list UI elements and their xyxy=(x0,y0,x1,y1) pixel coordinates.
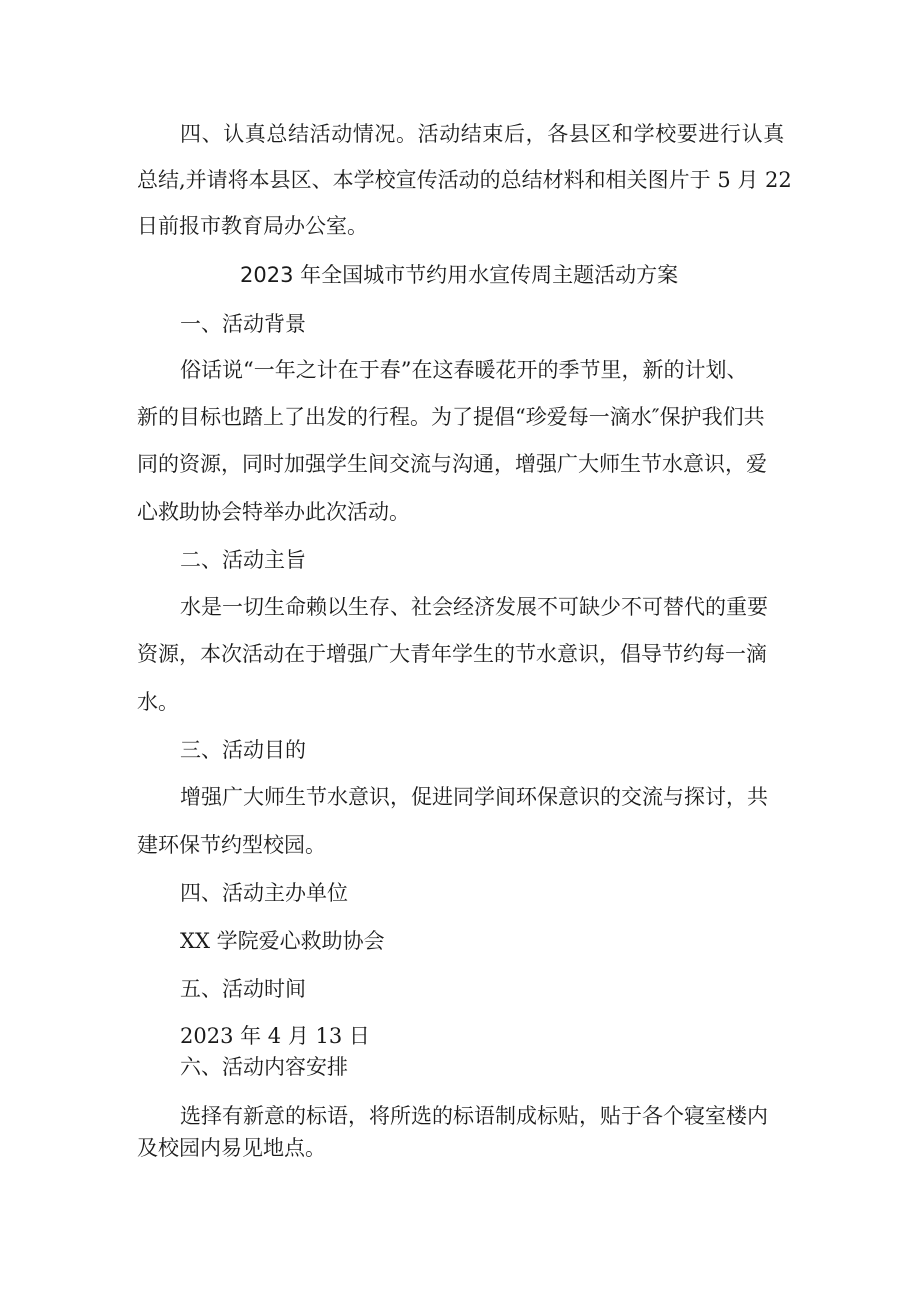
paragraph-line: 水。 xyxy=(137,690,179,714)
paragraph-line: 同的资源，同时加强学生间交流与沟通，增强广大师生节水意识，爱 xyxy=(137,452,767,476)
document-title: 2023 年全国城市节约用水宣传周主题活动方案 xyxy=(240,263,679,287)
section-heading: 三、活动目的 xyxy=(180,738,306,762)
paragraph-line: 新的目标也踏上了出发的行程。为了提倡“珍爱每一滴水″保护我们共 xyxy=(137,405,765,429)
paragraph-line: XX 学院爱心救助协会 xyxy=(180,929,385,953)
section-heading: 五、活动时间 xyxy=(180,977,306,1001)
paragraph-line: 心救助协会特举办此次活动。 xyxy=(137,500,410,524)
section-heading: 六、活动内容安排 xyxy=(180,1055,348,1079)
paragraph-line: 资源，本次活动在于增强广大青年学生的节水意识，倡导节约每一滴 xyxy=(137,642,767,666)
paragraph-line: 四、认真总结活动情况。活动结束后，各县区和学校要进行认真 xyxy=(180,122,785,146)
section-heading: 一、活动背景 xyxy=(180,312,306,336)
paragraph-line: 及校园内易见地点。 xyxy=(137,1136,326,1160)
paragraph-line: 日前报市教育局办公室。 xyxy=(137,214,368,238)
paragraph-line: 水是一切生命赖以生存、社会经济发展不可缺少不可替代的重要 xyxy=(180,595,768,619)
paragraph-line: 选择有新意的标语，将所选的标语制成标贴，贴于各个寝室楼内 xyxy=(180,1104,768,1128)
section-heading: 二、活动主旨 xyxy=(180,548,306,572)
paragraph-line: 总结,并请将本县区、本学校宣传活动的总结材料和相关图片于 5 月 22 xyxy=(137,168,792,192)
paragraph-line: 建环保节约型校园。 xyxy=(137,833,326,857)
paragraph-line: 2023 年 4 月 13 日 xyxy=(180,1024,370,1048)
paragraph-line: 俗话说“一年之计在于春”在这春暖花开的季节里，新的计划、 xyxy=(180,358,748,382)
paragraph-line: 增强广大师生节水意识，促进同学间环保意识的交流与探讨，共 xyxy=(180,785,768,809)
section-heading: 四、活动主办单位 xyxy=(180,881,348,905)
